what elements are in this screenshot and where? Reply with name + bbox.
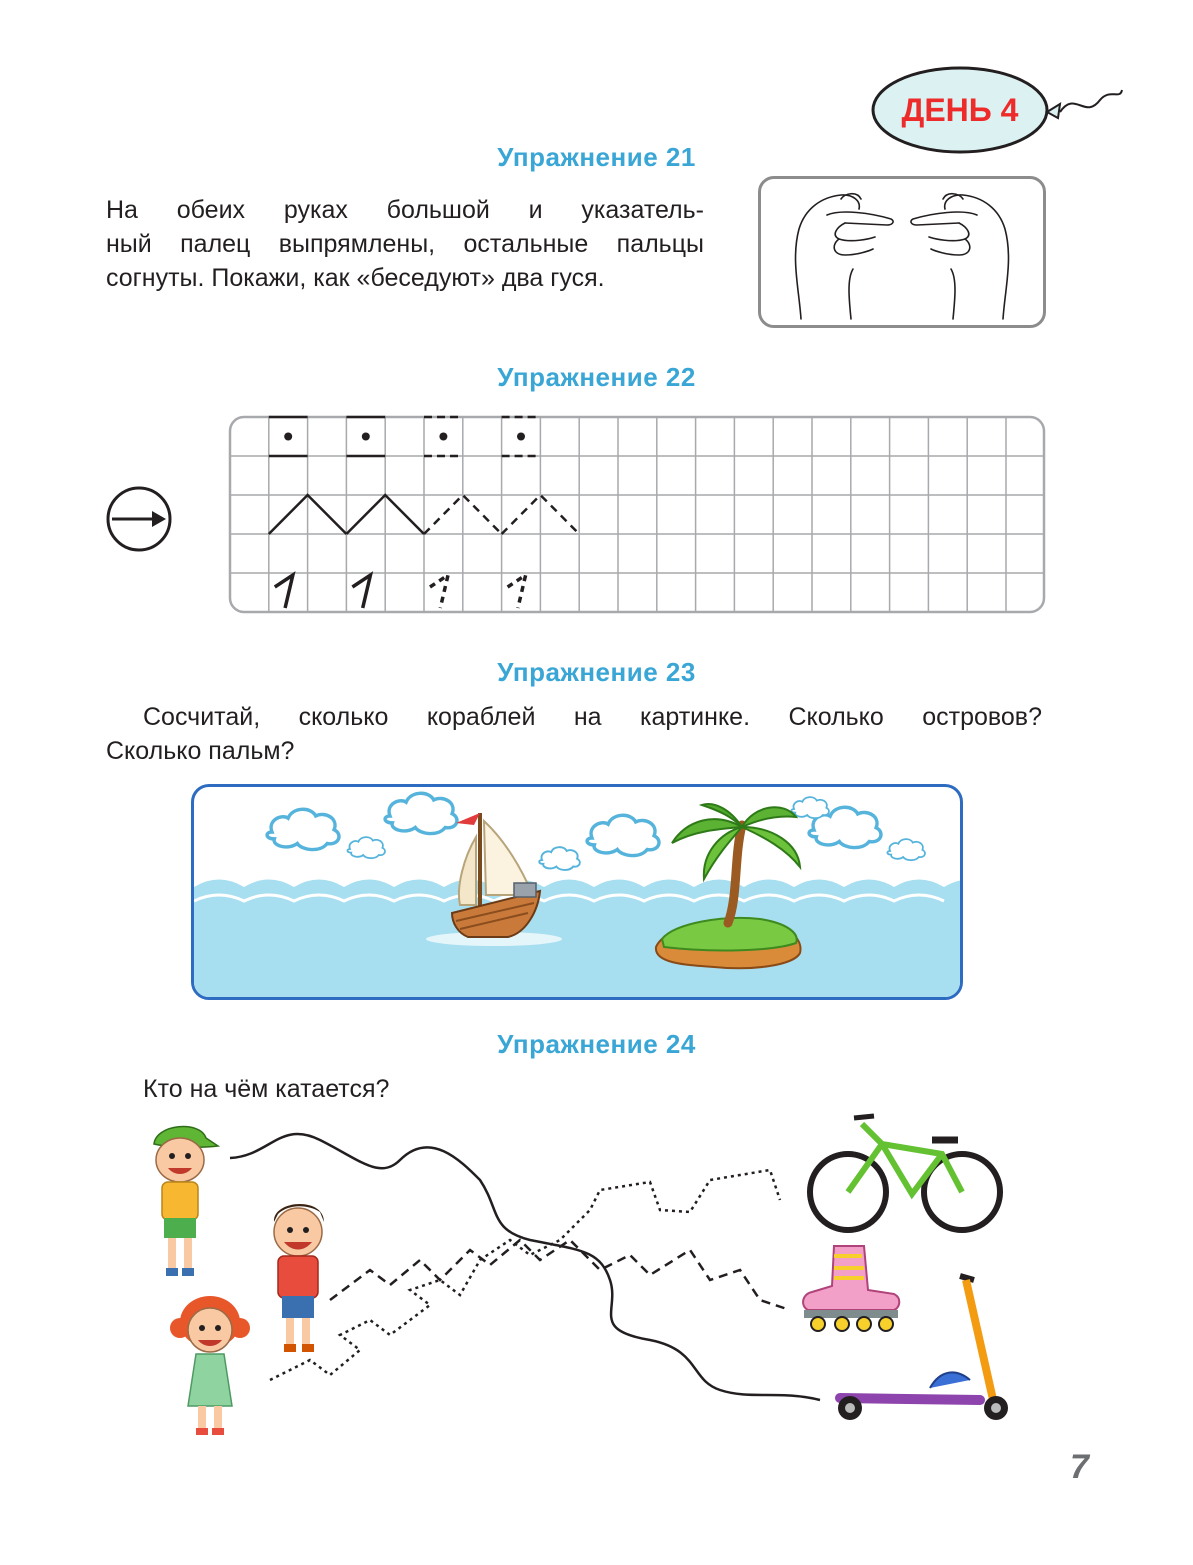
- exercise-21-title: Упражнение 21: [497, 142, 696, 172]
- arrow-right-circle-icon: [104, 484, 174, 554]
- boy-icon: [274, 1204, 324, 1352]
- exercise-23-text: [106, 700, 1042, 768]
- exercise-21-line-1: На обеих руках большой и указатель-: [106, 196, 704, 224]
- exercise-21-line-3: согнуты. Покажи, как «беседуют» два гуся.: [106, 264, 605, 292]
- exercise-22-title: Упражнение 22: [497, 362, 696, 392]
- exercise-23-line-1: Сосчитай, сколько кораблей на картинке. Сколько островов?: [143, 703, 1042, 731]
- pattern-square-dot: [517, 433, 525, 441]
- boy-cap-icon: [154, 1127, 218, 1276]
- writing-grid: [228, 415, 1046, 615]
- exercise-24-line-1: Кто на чём катается?: [143, 1075, 390, 1103]
- path-dashed-zigzag: [330, 1240, 790, 1310]
- exercise-21-line-2: ный палец выпрямлены, остальные пальцы: [106, 230, 704, 258]
- matching-scene: [130, 1100, 1030, 1440]
- exercise-21-text: [106, 193, 704, 295]
- roller-skate-icon: [803, 1246, 899, 1331]
- bicycle-icon: [810, 1116, 1000, 1230]
- hands-goose-gesture-icon: [761, 179, 1043, 325]
- girl-icon: [170, 1296, 250, 1435]
- pattern-square-dot: [362, 433, 370, 441]
- sea-scene: [191, 784, 963, 1000]
- hands-gesture-frame: [758, 176, 1046, 328]
- path-dotted-zigzag: [270, 1170, 780, 1380]
- pattern-square-dot: [439, 433, 447, 441]
- cloud-icon: [267, 793, 925, 870]
- page-number: 7: [1070, 1448, 1089, 1486]
- exercise-24-title: Упражнение 24: [497, 1029, 696, 1059]
- day-badge-label: ДЕНЬ 4: [901, 92, 1019, 128]
- exercise-23-title: Упражнение 23: [497, 657, 696, 687]
- exercise-23-line-2: Сколько пальм?: [106, 737, 295, 765]
- pattern-square-dot: [284, 433, 292, 441]
